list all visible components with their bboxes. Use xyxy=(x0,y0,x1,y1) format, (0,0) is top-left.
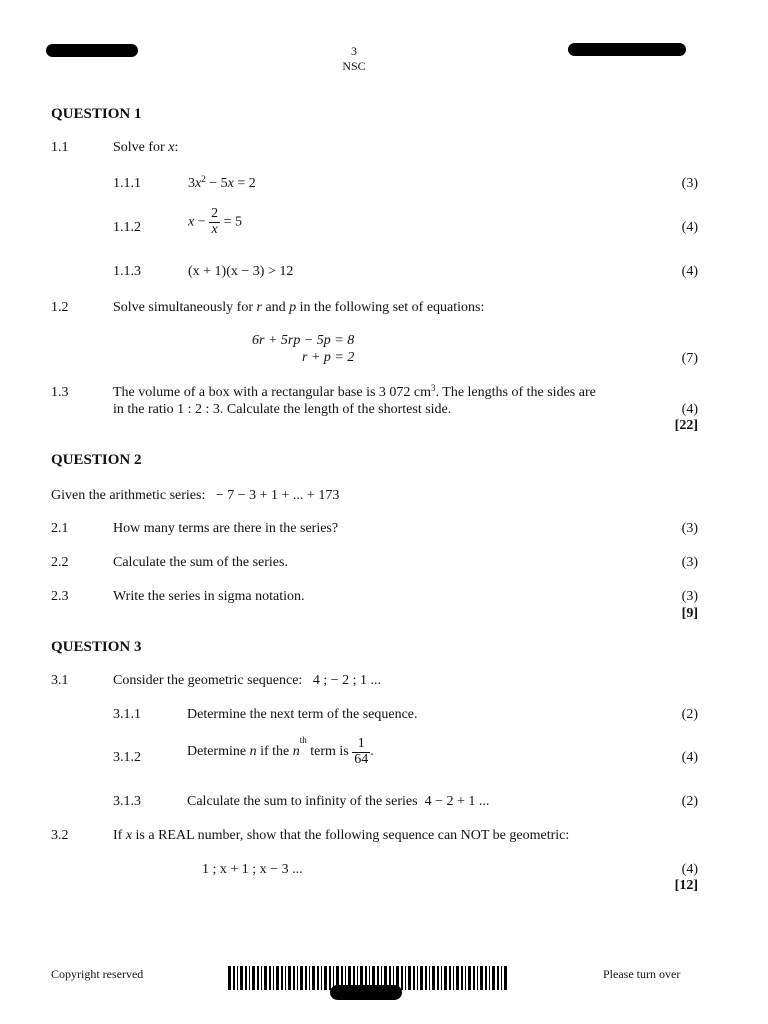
q2-3-mark: (3) xyxy=(681,589,698,604)
question-3-title: QUESTION 3 xyxy=(51,639,142,655)
redaction-barcode xyxy=(330,985,402,1000)
q3-1-2-mark: (4) xyxy=(681,750,698,765)
q1-2-equation-1: 6r + 5rp − 5p = 8 xyxy=(252,333,355,348)
q1-1-3-number: 1.1.3 xyxy=(113,264,141,279)
q1-3-mark: (4) xyxy=(681,402,698,417)
footer-turn-over: Please turn over xyxy=(603,967,681,981)
page-number: 3 xyxy=(351,44,357,58)
q3-1-1-text: Determine the next term of the sequence. xyxy=(187,707,418,722)
q1-1-1-equation: $3x^2 - 5x = 2$ xyxy=(188,174,256,191)
q3-1-3-number: 3.1.3 xyxy=(113,794,141,809)
q3-1-1-mark: (2) xyxy=(681,707,698,722)
q3-1-3-text: Calculate the sum to infinity of the series 4 − 2 + 1 ... xyxy=(187,794,490,809)
q1-2-number: 1.2 xyxy=(51,300,69,315)
q3-2-sequence: 1 ; x + 1 ; x − 3 ... xyxy=(202,862,303,877)
q1-3-number: 1.3 xyxy=(51,385,69,400)
q2-intro: Given the arithmetic series: − 7 − 3 + 1 + ... + 173 xyxy=(51,488,340,503)
q1-2-text: Solve simultaneously for r and p in the following set of equations: xyxy=(113,300,485,315)
q1-1-2-mark: (4) xyxy=(681,220,698,235)
q2-1-number: 2.1 xyxy=(51,521,69,536)
q1-1-1-mark: (3) xyxy=(681,176,698,191)
q2-total: [9] xyxy=(681,606,698,621)
footer-copyright: Copyright reserved xyxy=(51,967,144,981)
page-code: NSC xyxy=(342,59,366,73)
redaction-top-right xyxy=(568,43,686,56)
q1-1-2-equation: x − $\frac{2}{x}$ = 5 xyxy=(188,206,243,237)
q2-1-mark: (3) xyxy=(681,521,698,536)
q3-2-number: 3.2 xyxy=(51,828,69,843)
q3-2-text: If x is a REAL number, show that the following sequence can NOT be geometric: xyxy=(113,828,570,843)
q3-1-text: Consider the geometric sequence: 4 ; − 2 ; 1 ... xyxy=(113,673,382,688)
q1-1-3-equation: (x + 1)(x − 3) > 12 xyxy=(188,264,294,279)
q3-1-3-mark: (2) xyxy=(681,794,698,809)
q1-1-2-number: 1.1.2 xyxy=(113,220,141,235)
q1-3-line-2: in the ratio 1 : 2 : 3. Calculate the length of the shortest side. xyxy=(113,402,452,417)
q1-total: [22] xyxy=(674,418,698,433)
q1-1-text: Solve for x: xyxy=(113,140,179,155)
q3-total: [12] xyxy=(674,878,698,893)
q1-1-number: 1.1 xyxy=(51,140,69,155)
q1-2-mark: (7) xyxy=(681,351,698,366)
q3-1-1-number: 3.1.1 xyxy=(113,707,141,722)
q3-1-2-number: 3.1.2 xyxy=(113,750,141,765)
question-2-title: QUESTION 2 xyxy=(51,452,142,468)
q1-1-3-mark: (4) xyxy=(681,264,698,279)
q3-2-mark: (4) xyxy=(681,862,698,877)
q3-1-2-text: Determine n if the $n^{th}$ term is $\frac{1}{64}$ . xyxy=(187,734,374,767)
q2-3-number: 2.3 xyxy=(51,589,69,604)
q2-2-text: Calculate the sum of the series. xyxy=(113,555,288,570)
q3-1-number: 3.1 xyxy=(51,673,69,688)
q2-2-mark: (3) xyxy=(681,555,698,570)
question-1-title: QUESTION 1 xyxy=(51,106,142,122)
q1-1-1-number: 1.1.1 xyxy=(113,176,141,191)
q1-3-line-1: The volume of a box with a rectangular base is 3 072 $cm^3$. The lengths of the sides are xyxy=(113,383,596,400)
q2-3-text: Write the series in sigma notation. xyxy=(113,589,305,604)
q2-1-text: How many terms are there in the series? xyxy=(113,521,339,536)
q1-2-equation-2: r + p = 2 xyxy=(302,350,355,365)
q2-2-number: 2.2 xyxy=(51,555,69,570)
redaction-top-left xyxy=(46,44,138,57)
